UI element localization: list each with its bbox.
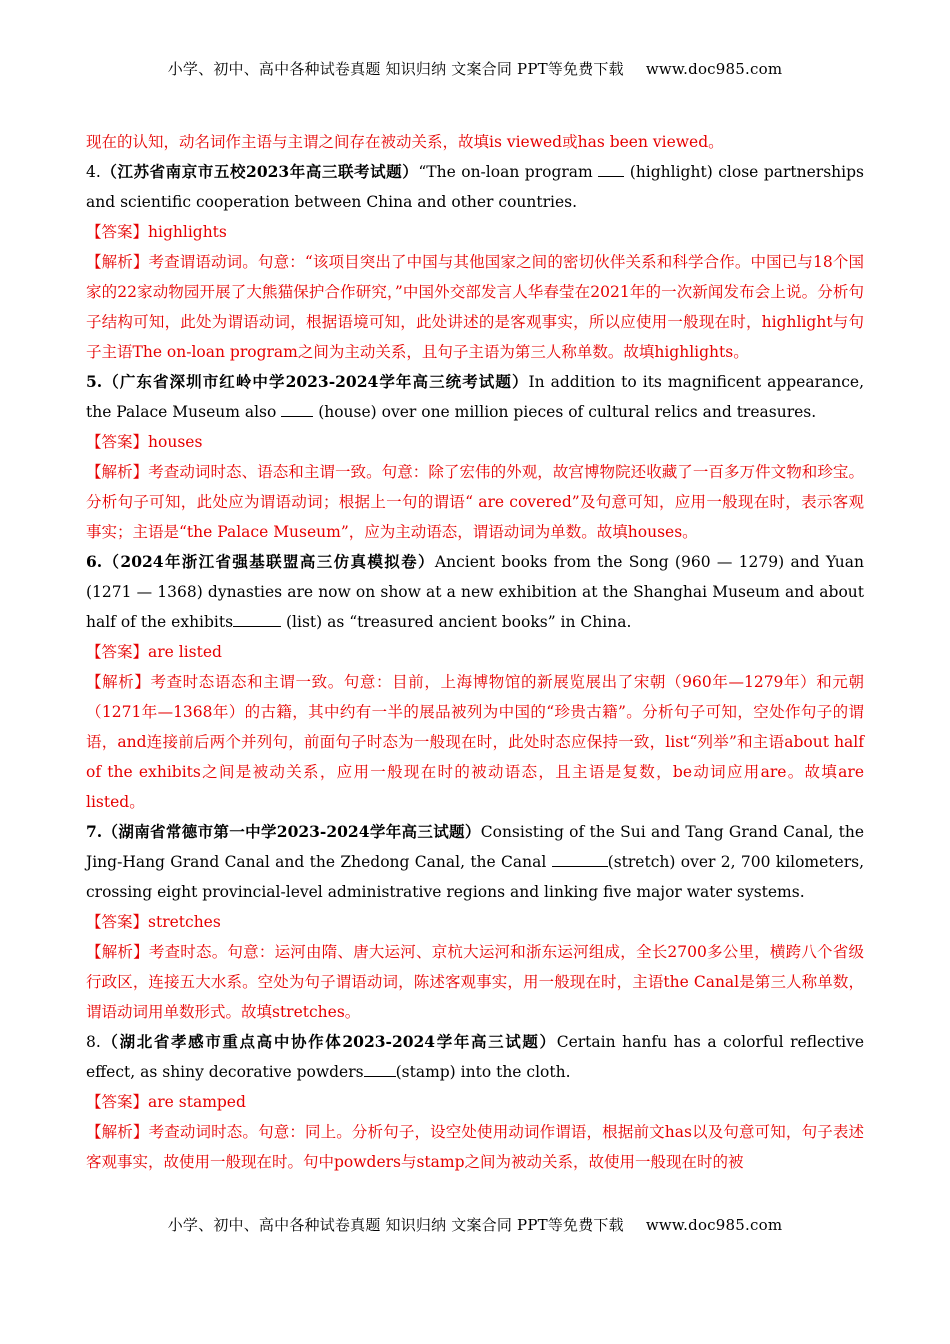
analysis-text: 考查时态。句意：运河由隋、唐大运河、京杭大运河和浙东运河组成，全长2700多公里，横跨八个省级行政区，连接五大水系。空处为句子谓语动词，陈述客观事实，用一般现在时，主语the Canal是第三人称单数，谓语动词用单数形式。故填stretches。 — [86, 943, 864, 1021]
answer-label: 【答案】 — [86, 643, 149, 661]
document-body — [86, 127, 864, 1177]
question-text: Ancient books from the Song (960 — 1279) and Yuan (1271 — 1368) dynasties are now on show at a new exhibition at the Shanghai Museum and about half of the exhibits — [86, 553, 864, 631]
analysis-label: 【解析】 — [86, 943, 149, 961]
answer-blank — [598, 160, 624, 177]
question-number: 5. — [86, 372, 103, 391]
answer-7 — [86, 907, 864, 937]
question-text-cont: (stamp) into the cloth. — [395, 1063, 571, 1081]
question-source: （湖南省常德市第一中学2023-2024学年高三试题） — [102, 822, 481, 841]
analysis-text: 考查谓语动词。句意：“该项目突出了中国与其他国家之间的密切伙伴关系和科学合作。中国已与18个国家的22家动物园开展了大熊猫保护合作研究，”中国外交部发言人华春莹在2021年的一次新闻发布会上说。分析句子结构可知，此处为谓语动词，根据语境可知，此处讲述的是客观事实，所以应使用一般现在时，highlight与句子主语The on-loan program之间为主动关系，且句子主语为第三人称单数。故填highlights。 — [86, 253, 864, 361]
question-text-cont: (stretch) over 2, 700 kilometers, crossing eight provincial-level administrative regions and linking five major water systems. — [86, 853, 864, 901]
question-number: 8. — [86, 1033, 101, 1051]
answer-label: 【答案】 — [86, 913, 149, 931]
question-text-cont: (highlight) close partnerships and scientific cooperation between China and other countries. — [86, 163, 864, 211]
analysis-label: 【解析】 — [86, 1123, 149, 1141]
answer-value: are listed — [148, 643, 222, 661]
question-text: Consisting of the Sui and Tang Grand Canal, the Jing-Hang Grand Canal and the Zhedong Canal, the Canal — [86, 823, 865, 871]
question-7 — [86, 817, 864, 907]
analysis-text: 考查时态语态和主谓一致。句意：目前，上海博物馆的新展览展出了宋朝（960年—1279年）和元朝（1271年—1368年）的古籍，其中约有一半的展品被列为中国的“珍贵古籍”。分析句子可知，空处作句子的谓语，and连接前后两个并列句，前面句子时态为一般现在时，此处时态应保持一致，list“列举”和主语about half of the exhibits之间是被动关系，应用一般现在时的被动语态，且主语是复数，be动词应用are。故填are listed。 — [86, 673, 864, 811]
header-text: 小学、初中、高中各种试卷真题 知识归纳 文案合同 PPT等免费下载 — [167, 60, 624, 78]
answer-blank — [281, 400, 313, 417]
analysis-label: 【解析】 — [86, 253, 149, 271]
answer-6 — [86, 637, 864, 667]
analysis-label: 【解析】 — [86, 673, 151, 691]
header-site-link[interactable]: www.doc985.com — [645, 60, 783, 78]
analysis-5 — [86, 457, 864, 547]
question-text-cont: (house) over one million pieces of cultural relics and treasures. — [313, 403, 817, 421]
analysis-text: 考查动词时态、语态和主谓一致。句意：除了宏伟的外观，故宫博物院还收藏了一百多万件文物和珍宝。分析句子可知，此处应为谓语动词；根据上一句的谓语“ are covered”及句意可知，应用一般现在时，表示客观事实；主语是“the Palace Museum”，应为主动语态，谓语动词为单数。故填houses。 — [86, 463, 864, 541]
answer-label: 【答案】 — [86, 1093, 149, 1111]
answer-value: houses — [148, 433, 203, 451]
analysis-4 — [86, 247, 864, 367]
question-text: Certain hanfu has a colorful reflective effect, as shiny decorative powders — [86, 1033, 865, 1081]
analysis-label: 【解析】 — [86, 463, 149, 481]
analysis-text: 考查动词时态。句意：同上。分析句子，设空处使用动词作谓语，根据前文has以及句意可知，句子表述客观事实，故使用一般现在时。句中powders与stamp之间为被动关系，故使用一般现在时的被 — [86, 1123, 864, 1171]
question-number: 4. — [86, 163, 101, 181]
answer-value: stretches — [148, 913, 221, 931]
question-source: （2024年浙江省强基联盟高三仿真模拟卷） — [102, 552, 435, 571]
question-source: （湖北省孝感市重点高中协作体2023-2024学年高三试题） — [100, 1032, 557, 1051]
question-text: In addition to its magnificent appearance, the Palace Museum also — [86, 373, 865, 421]
analysis-8 — [86, 1117, 864, 1177]
question-number: 7. — [86, 822, 103, 841]
answer-label: 【答案】 — [86, 433, 149, 451]
answer-label: 【答案】 — [86, 223, 149, 241]
lead-paragraph: 现在的认知，动名词作主语与主谓之间存在被动关系，故填is viewed或has been viewed。 — [86, 133, 724, 151]
footer-text: 小学、初中、高中各种试卷真题 知识归纳 文案合同 PPT等免费下载 — [167, 1216, 624, 1234]
answer-4 — [86, 217, 864, 247]
answer-value: are stamped — [148, 1093, 246, 1111]
answer-blank — [552, 850, 608, 867]
question-text-cont: (list) as “treasured ancient books” in China. — [281, 613, 632, 631]
answer-8 — [86, 1087, 864, 1117]
answer-blank — [233, 610, 281, 627]
question-text: “The on-loan program — [418, 163, 599, 181]
page-footer — [0, 1214, 950, 1235]
answer-blank — [364, 1060, 396, 1077]
analysis-6 — [86, 667, 864, 817]
analysis-7 — [86, 937, 864, 1027]
question-source: （江苏省南京市五校2023年高三联考试题） — [100, 162, 419, 181]
page-header — [0, 58, 950, 79]
question-4 — [86, 157, 864, 217]
question-8 — [86, 1027, 864, 1087]
question-number: 6. — [86, 552, 103, 571]
question-6 — [86, 547, 864, 637]
footer-site-link[interactable]: www.doc985.com — [645, 1216, 783, 1234]
answer-value: highlights — [148, 223, 227, 241]
answer-5 — [86, 427, 864, 457]
question-5 — [86, 367, 864, 427]
question-source: （广东省深圳市红岭中学2023-2024学年高三统考试题） — [102, 372, 529, 391]
